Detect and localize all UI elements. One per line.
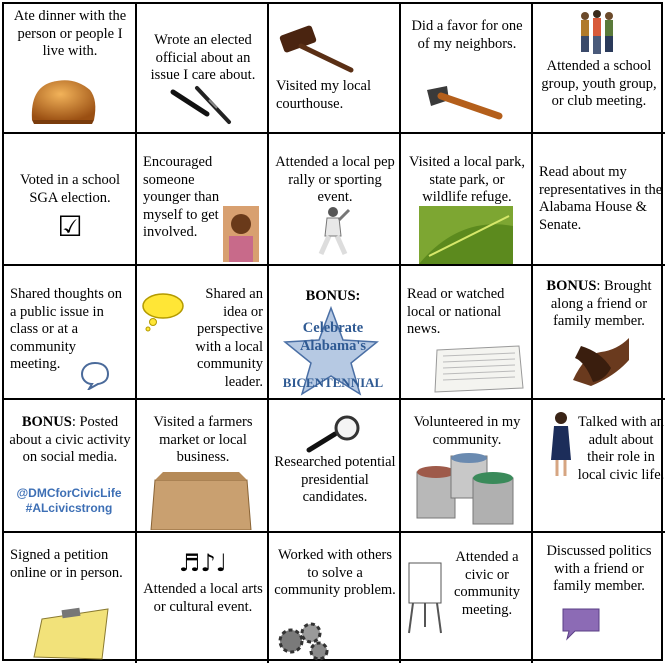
pen-icon: [167, 84, 237, 126]
thought-bubble-icon: [141, 292, 185, 332]
cell-text: Voted in a school SGA election.: [19, 172, 120, 206]
cell-text: Signed a petition online or in person.: [10, 547, 123, 581]
cell-text: Discussed politics with a friend or family member.: [546, 543, 652, 594]
bread-icon: [28, 74, 98, 126]
leaf-photo-icon: [419, 206, 513, 264]
chat-bubble-icon: [561, 607, 601, 641]
cell-school-group: [533, 4, 665, 134]
clasped-hands-icon: [571, 332, 631, 388]
speech-bubble-icon: [80, 360, 110, 390]
cell-text: Encouraged someone younger than myself to get involved.: [143, 154, 220, 240]
cell-text: Attended a school group, youth group, or club meeting.: [541, 58, 657, 109]
cell-text: Wrote an elected official about an issue I care about.: [150, 32, 256, 83]
cell-text: Visited a local park, state park, or wildlife refuge.: [409, 154, 525, 205]
bonus-text: : Posted about a civic activity on social media.: [9, 414, 131, 465]
newspaper-icon: [431, 342, 525, 394]
baseball-player-icon: [315, 206, 351, 258]
cell-text: Talked with an adult about their role in local civic life.: [577, 414, 665, 483]
cell-text: [537, 278, 661, 331]
cell-favor: [401, 4, 533, 134]
cell-text: Visited a farmers market or local business.: [153, 414, 253, 465]
cell-petition: [4, 533, 137, 663]
cell-dinner: [4, 4, 137, 134]
cell-encouraged: [137, 134, 269, 266]
cell-farmers-market: [137, 400, 269, 533]
cell-arts-event: [137, 533, 269, 663]
cell-text: Attended a local pep rally or sporting event.: [275, 154, 395, 205]
magnifying-glass-icon: [303, 412, 363, 456]
cell-text: Read about my representatives in the Alabama House & Senate.: [539, 164, 663, 233]
alabamas-text: Alabama's: [299, 338, 367, 354]
cell-talked-adult: [533, 400, 665, 533]
bicentennial-text: BICENTENNIAL: [282, 375, 384, 390]
cell-courthouse: [269, 4, 401, 134]
cell-text: [8, 414, 132, 467]
cell-text: Visited my local courthouse.: [276, 78, 371, 112]
hashtag: #ALcivicstrong: [25, 501, 113, 515]
gears-icon: [277, 619, 333, 661]
cell-text: Volunteered in my community.: [413, 414, 521, 448]
cell-wrote-official: [137, 4, 269, 134]
cell-news: [401, 266, 533, 400]
cell-text: Shared an idea or perspective with a local community leader.: [195, 286, 263, 390]
cell-text: Did a favor for one of my neighbors.: [411, 18, 523, 52]
music-notes-icon: ♬♪♩: [178, 549, 228, 577]
cell-text: Attended a civic or community meeting.: [453, 549, 521, 618]
cell-text: Read or watched local or national news.: [407, 286, 505, 337]
cell-shared-idea: [137, 266, 269, 400]
child-photo-icon: [223, 206, 259, 262]
hammer-icon: [423, 82, 503, 126]
cell-pep-rally: [269, 134, 401, 266]
bonus-label: BONUS:: [305, 288, 361, 304]
paper-bag-icon: [147, 466, 255, 530]
cell-civic-meeting: [401, 533, 533, 663]
civic-bingo-card: [2, 2, 663, 661]
cell-text: Researched potential presidential candidates.: [274, 454, 396, 505]
cell-shared-thoughts: [4, 266, 137, 400]
bonus-text: : Brought along a friend or family member.: [550, 278, 652, 329]
cell-volunteered: [401, 400, 533, 533]
cell-text: Worked with others to solve a community problem.: [274, 547, 396, 598]
paint-cans-icon: [413, 452, 523, 528]
cell-discussed-politics: [533, 533, 665, 663]
cell-representatives: [533, 134, 665, 266]
cell-text: Shared thoughts on a public issue in class or at a community meeting.: [10, 286, 122, 372]
cell-text: Attended a local arts or cultural event.: [143, 581, 263, 615]
bonus-label: BONUS: [21, 414, 72, 430]
cell-worked-others: [269, 533, 401, 663]
celebrate-text: Celebrate: [302, 320, 364, 336]
checkbox-icon: ☑: [57, 210, 83, 243]
bonus-label: BONUS: [546, 278, 597, 294]
cell-bicentennial: [269, 266, 401, 400]
handle-tag: @DMCforCivicLife: [16, 486, 122, 500]
cell-park: [401, 134, 533, 266]
cell-bonus-friend: [533, 266, 665, 400]
cell-bonus-social: [4, 400, 137, 533]
cell-voted: [4, 134, 137, 266]
gavel-icon: [275, 24, 355, 76]
group-of-people-icon: [577, 8, 621, 56]
cell-text: Ate dinner with the person or people I live with.: [13, 8, 127, 59]
clipboard-icon: [28, 599, 116, 661]
flip-chart-icon: [405, 561, 447, 635]
cell-researched: [269, 400, 401, 533]
